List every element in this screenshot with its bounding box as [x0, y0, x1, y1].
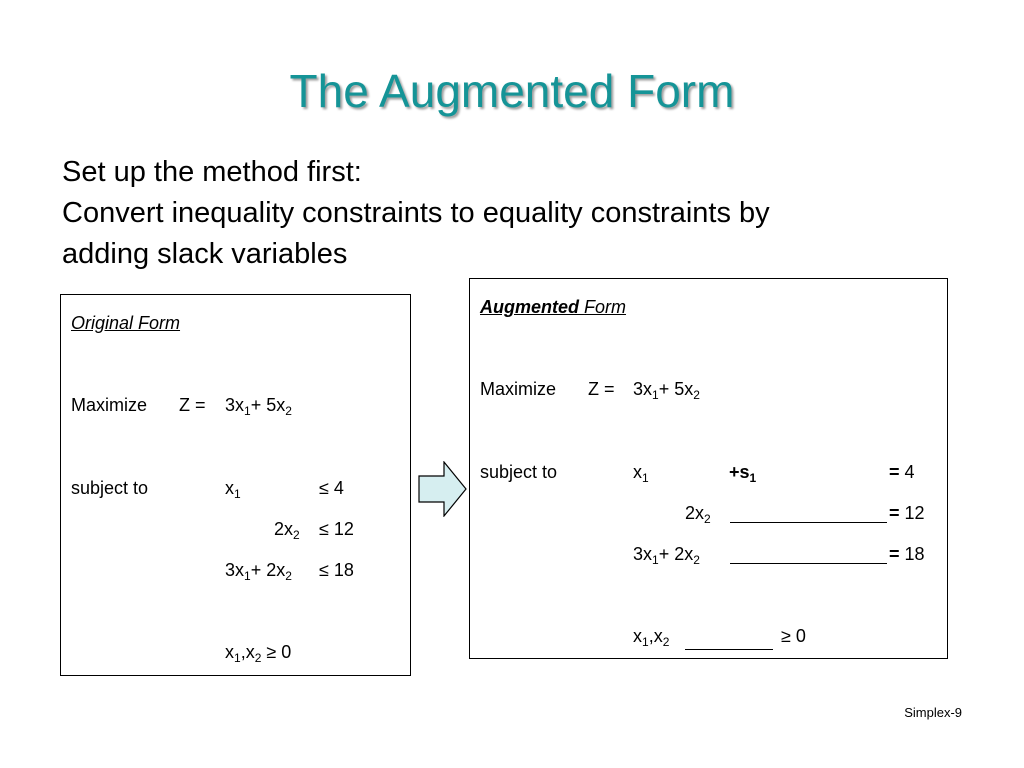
original-c1-lhs: $x_1$ — [225, 478, 241, 501]
augmented-c2-lhs: $2x_2$ — [685, 503, 711, 526]
intro-line-3: adding slack variables — [62, 238, 348, 270]
intro-line-2: Convert inequality constraints to equality constraints by — [62, 197, 770, 229]
original-z-equals: Z = — [179, 395, 206, 415]
augmented-maximize-label: Maximize — [480, 379, 557, 399]
augmented-z-equals: Z = — [588, 379, 615, 399]
right-arrow-icon — [418, 461, 468, 517]
original-c2-rhs: ≤ 12 — [319, 519, 354, 539]
augmented-form-heading: Augmented Form — [480, 297, 627, 317]
original-nonnegativity: $x_1,x_2 \ge 0$ — [225, 642, 292, 665]
augmented-c3-blank — [730, 563, 887, 564]
augmented-objective: $3x_1+ 5x_2$ — [633, 379, 700, 402]
augmented-c1-rhs: = 4 — [889, 462, 915, 482]
original-form-box — [60, 294, 411, 676]
original-objective: $3x_1+ 5x_2$ — [225, 395, 292, 418]
original-c1-rhs: ≤ 4 — [319, 478, 344, 498]
augmented-c2-rhs: = 12 — [889, 503, 925, 523]
page-title: The Augmented Form — [289, 65, 735, 117]
augmented-nn-blank — [685, 649, 773, 650]
original-form-heading: Original Form — [71, 313, 181, 333]
original-c3-rhs: ≤ 18 — [319, 560, 354, 580]
original-subject-to: subject to — [71, 478, 149, 498]
augmented-nn-rhs: ≥ 0 — [781, 626, 806, 646]
original-maximize-label: Maximize — [71, 395, 148, 415]
augmented-nn-lhs: $x_1,x_2$ — [633, 626, 670, 649]
augmented-c1-slack: $+s_1$ — [729, 462, 757, 485]
intro-text — [62, 152, 770, 275]
original-c3-lhs: $3x_1+ 2x_2$ — [225, 560, 292, 583]
slide-number: Simplex-9 — [904, 705, 962, 720]
augmented-c3-rhs: = 18 — [889, 544, 925, 564]
augmented-c2-blank — [730, 522, 887, 523]
augmented-c1-lhs: $x_1$ — [633, 462, 649, 485]
original-c2-lhs: $2x_2$ — [274, 519, 300, 542]
augmented-form-box — [469, 278, 948, 659]
augmented-subject-to: subject to — [480, 462, 558, 482]
intro-line-1: Set up the method first: — [62, 156, 362, 188]
augmented-c3-lhs: $3x_1+ 2x_2$ — [633, 544, 700, 567]
